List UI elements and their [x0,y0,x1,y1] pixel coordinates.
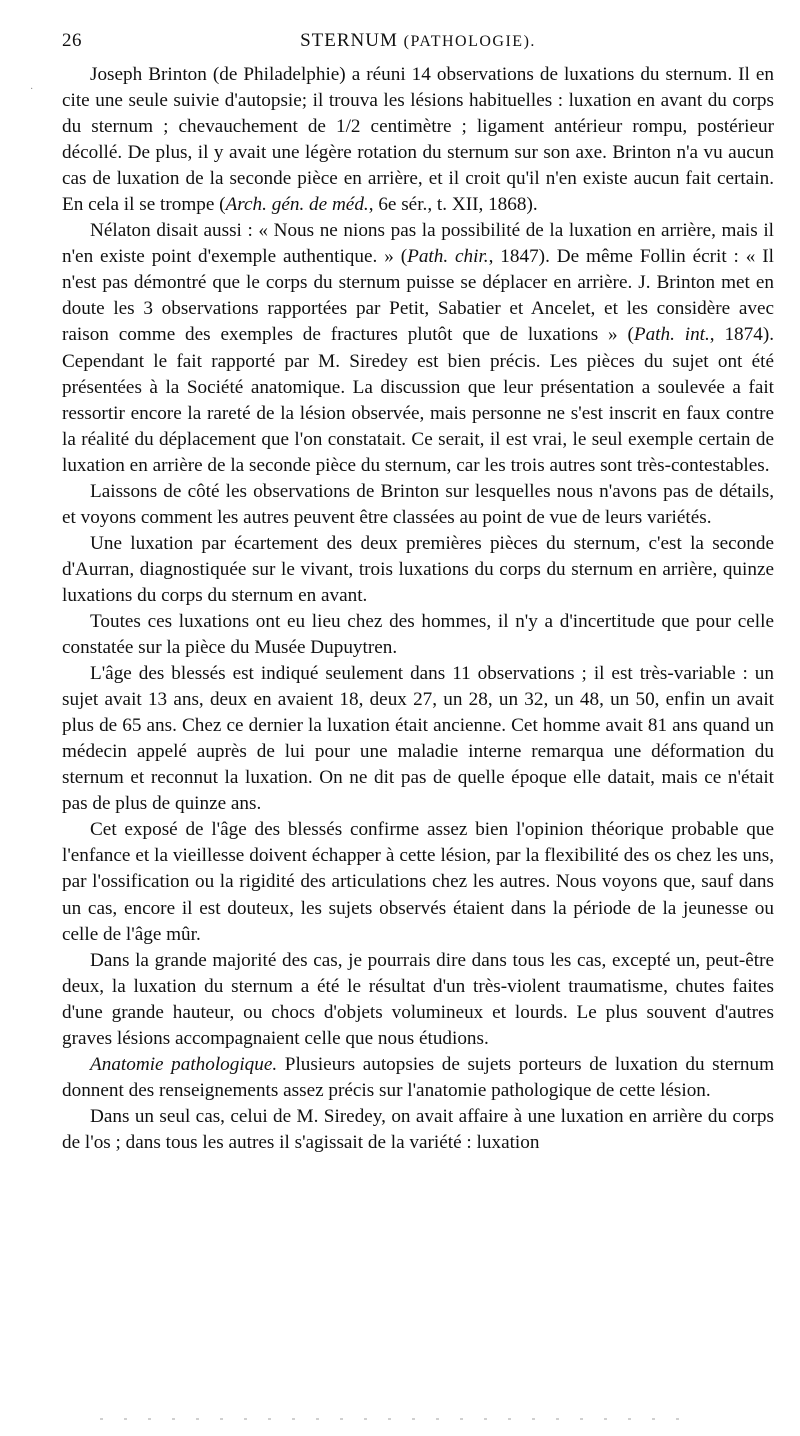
text-run: Toutes ces luxations ont eu lieu chez des hommes, il n'y a d'incertitude que pour celle constatée sur la pièce du Musée Dupuytren. [62,610,774,659]
text-run: Une luxation par écartement des deux premières pièces du sternum, c'est la seconde d'Aurran, diagnostiquée sur le vivant, trois luxations du corps du sternum en arrière, quinze luxations du corps du sternum en avant. [62,532,774,606]
footer-scan-noise [100,1418,700,1420]
italic-text: Arch. gén. de méd. [225,194,369,216]
text-run: , 1847). De même Follin écrit : « Il n'est pas démontré que le corps du sternum puisse se déplacer en arrière. J. Brinton met en doute les 3 observations rapportées par Petit, Sabatier et Ancelet, et les considère avec raison comme des exemples de fractures plutôt que de luxations » ( [62,246,774,346]
running-head [62,30,774,52]
text-run: Nélaton disait aussi : « Nous ne nions pas la possibilité de la luxation en arrière, mais il n'en existe point d'exemple authentique. » ( [62,220,774,268]
page-number: 26 [62,30,82,51]
paragraph [62,609,774,661]
italic-text: Anatomie pathologique. [90,1053,278,1075]
body-text [62,62,774,1156]
page-header [62,20,774,60]
text-run: L'âge des blessés est indiqué seulement dans 11 observations ; il est très-variable : un sujet avait 13 ans, deux en avaient 18, deux 27, un 28, un 32, un 48, un 50, enfin un avait plus de 65 ans. Chez ce dernier la luxation était ancienne. Cet homme avait 81 ans quand un médecin appelé auprès de lui pour une maladie interne remarqua une déformation du sternum et reconnut la luxation. On ne dit pas de quelle époque elle datait, mais ce n'était pas de plus de quinze ans. [62,663,774,815]
running-head-subtitle: (PATHOLOGIE). [403,33,536,50]
paragraph [62,661,774,817]
text-run: Joseph Brinton (de Philadelphie) a réuni 14 observations de luxations du sternum. Il en cite une seule suivie d'autopsie; il trouva les lésions habituelles : luxation en avant du corps du sternum ; chevauchement de 1/2 centimètre ; ligament antérieur rompu, postérieur décollé. De plus, il y avait une légère rotation du sternum sur son axe. Brinton n'a vu aucun cas de luxation de la seconde pièce en arrière, et il croit qu'il n'en existe aucun fait certain. En cela il se trompe ( [62,64,774,216]
text-run: Cet exposé de l'âge des blessés confirme assez bien l'opinion théorique probable que l'enfance et la vieillesse doivent échapper à cette lésion, par la flexibilité des os chez les uns, par l'ossification ou la rigidité des articulations chez les autres. Nous voyons que, sauf dans un cas, encore il est douteux, les sujets observés étaient dans la période de la jeunesse ou celle de l'âge mûr. [62,819,774,945]
paragraph [62,1104,774,1156]
paragraph [62,948,774,1052]
paragraph [62,479,774,531]
text-run: , 1874). Cependant le fait rapporté par M. Siredey est bien précis. Les pièces du sujet ont été présentées à la Société anatomique. La discussion que leur présentation a soulevée a fait ressortir encore la rareté de la lésion observée, mais personne ne s'est inscrit en faux contre la réalité du déplacement que l'on constatait. Ce serait, il est vrai, le seul exemple certain de luxation en arrière de la seconde pièce du sternum, car les trois autres sont très-contestables. [62,324,775,476]
margin-speck: · [30,84,34,95]
text-run: Dans un seul cas, celui de M. Siredey, on avait affaire à une luxation en arrière du corps de l'os ; dans tous les autres il s'agissait de la variété : luxation [62,1105,774,1153]
running-head-title: STERNUM [300,30,398,51]
paragraph [62,531,774,609]
paragraph [62,817,774,947]
paragraph [62,218,774,478]
text-run: , 6e sér., t. XII, 1868). [368,194,538,216]
paragraph [62,1052,774,1104]
paragraph [62,62,774,218]
italic-text: Path. chir. [407,246,489,268]
text-run: Laissons de côté les observations de Brinton sur lesquelles nous n'avons pas de détails, et voyons comment les autres peuvent être classées au point de vue de leurs variétés. [62,480,774,528]
italic-text: Path. int. [633,324,710,346]
text-run: Plusieurs autopsies de sujets porteurs de luxation du sternum donnent des renseignements assez précis sur l'anatomie pathologique de cette lésion. [62,1053,774,1101]
text-run: Dans la grande majorité des cas, je pourrais dire dans tous les cas, excepté un, peut-être deux, la luxation du sternum a été le résultat d'un très-violent traumatisme, chutes faites d'une grande hauteur, ou chocs d'objets volumineux et lourds. Le plus souvent d'autres graves lésions accompagnaient celle que nous étudions. [62,949,774,1049]
